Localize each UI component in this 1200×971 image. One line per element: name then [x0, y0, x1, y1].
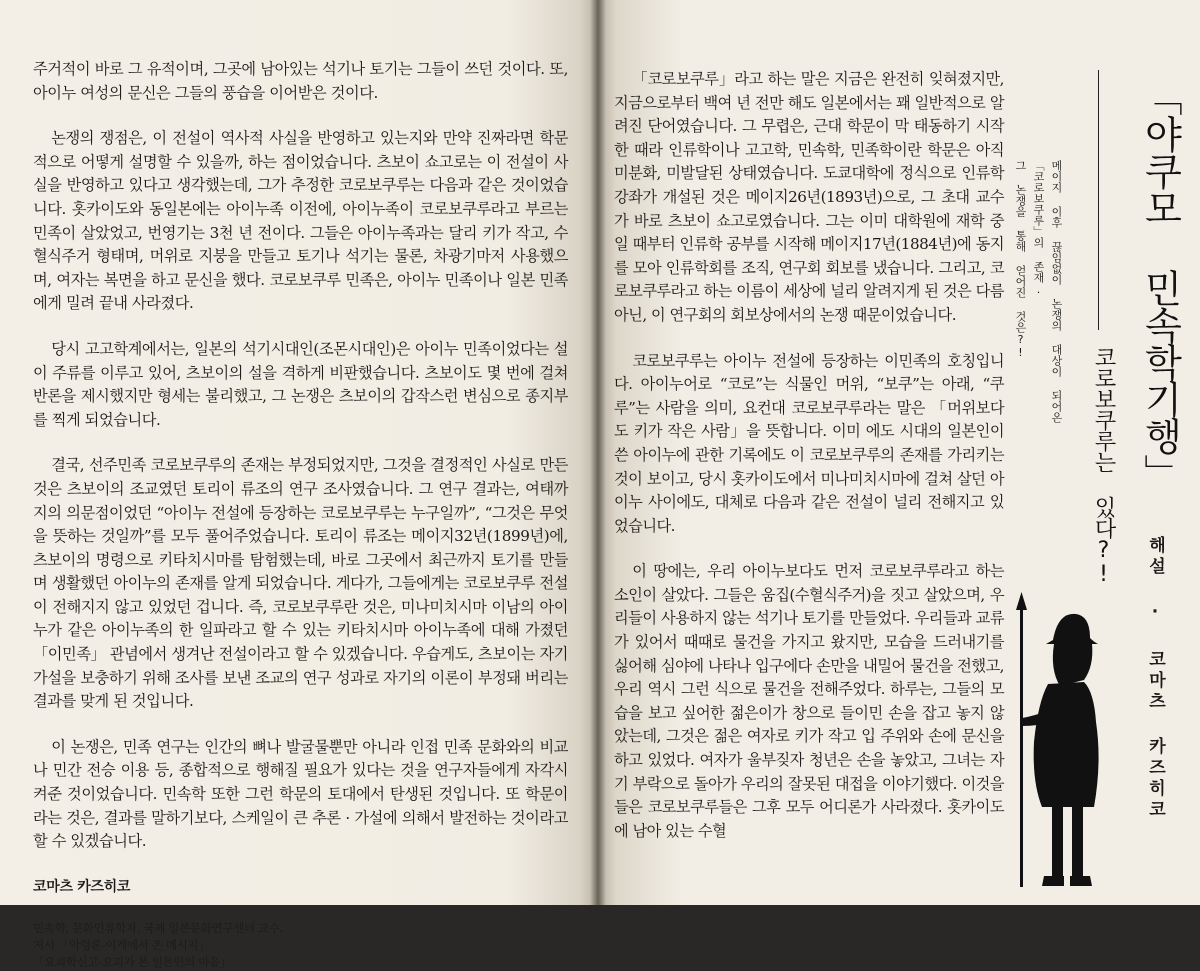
subtitle-rule — [1098, 70, 1099, 330]
commentary-credit: 해설 · 코마츠 카즈히코 — [1145, 536, 1165, 821]
teaser-line-3: 그 논쟁을 통해 얻어진 것은?! — [1014, 160, 1027, 359]
right-paragraph-2: 코로보쿠루는 아이누 전설에 등장하는 이민족의 호칭입니다. 아이누어로 “코로”는 식물인 머위, “보쿠”는 아래, “쿠루”는 사람을 의미, 요컨대 코로보쿠루라는 말은 「머위보다도 키가 작은 사람」을 뜻합니다. 이미 에도 시대의 일본인이 쓴 아이누에 관한 기록에도 이 코로보쿠루의 존재를 가리키는 것이 보이고, 당시 홋카이도에서 미나미치시마에 걸쳐 살던 아이누 사이에도, 대체로 다음과 같은 전설이 널리 전해지고 있었습니다. — [614, 351, 1004, 535]
author-bio-line-2: 저서 「악령론-이계에서 온 메시지」 — [33, 937, 210, 952]
left-page — [0, 0, 598, 969]
series-title: 「야쿠모 민속학기행」 — [1138, 78, 1182, 491]
left-paragraph-3: 당시 고고학계에서는, 일본의 석기시대인(조몬시대인)은 아이누 민족이었다는 설이 주류를 이루고 있어, 츠보이의 설을 격하게 비판했습니다. 츠보이도 몇 번에 걸쳐 반론을 제시했지만 형세는 불리했고, 그 논쟁은 츠보이의 갑작스런 변심으로 종지부를 찍게 되었습니다. — [33, 339, 568, 429]
right-paragraph-3: 이 땅에는, 우리 아이누보다도 먼저 코로보쿠루라고 하는 소인이 살았다. 그들은 움집(수혈식주거)을 짓고 살았으며, 우리들이 사용하지 않는 석기나 토기를 만들었다. 우리들과 교류가 있어서 때때로 물건을 가지고 왔지만, 모습을 드러내기를 싫어해 심야에 나타나 입구에다 손만을 내밀어 물건을 전했고, 우리 역시 그런 식으로 물건을 전해주었다. 하루는, 그들의 모습을 보고 싶어한 젊은이가 창으로 들이민 손을 잡고 놓지 않았는데, 그것은 젊은 여자로 키가 작고 입 주위와 손에 문신을 하고 있었다. 여자가 울부짖자 청년은 손을 놓았고, 그녀는 자기 부락으로 돌아가 우리의 잘못된 대접을 이야기했다. 이것을 들은 코로보쿠루들은 그후 모두 어디론가 사라졌다. 홋카이도에 남아 있는 수혈 — [614, 562, 1004, 840]
left-paragraph-5: 이 논쟁은, 민족 연구는 인간의 뼈나 발굴물뿐만 아니라 인접 민족 문화와의 비교나 민간 전승 이용 등, 종합적으로 행해질 필요가 있다는 것을 연구자들에게 자각시켜준 것이었습니다. 민속학 또한 그런 학문의 토대에서 탄생된 것입니다. 또 학문이라는 것은, 결과를 말하기보다, 스케일이 큰 추론 · 가설에 의해서 발전하는 것이라고 할 수 있겠습니다. — [33, 737, 568, 851]
author-bio-line-3: 「요괴학신고-요괴가 본 일본인의 마음」 — [33, 954, 232, 969]
right-paragraph-1: 「코로보쿠루」라고 하는 말은 지금은 완전히 잊혀졌지만, 지금으로부터 백여 년 전만 해도 일본에서는 꽤 일반적으로 알려진 단어였습니다. 그 무렵은, 근대 학문이 막 태동하기 시작한 때라 인류학이나 고고학, 민속학, 민족학이란 학문은 아직 미분화, 미발달된 상태였습니다. 도쿄대학에 정식으로 인류학 강좌가 개설된 것은 메이지26년(1893년)으로, 그 초대 교수가 바로 츠보이 쇼고로였습니다. 그는 이미 대학원에 재학 중일 때부터 인류학 공부를 시작해 메이지17년(1884년)에 동지를 모아 인류학회를 조직, 연구회 회보를 냈습니다. 그리고, 코로보쿠루라고 하는 이름이 세상에 널리 알려지게 된 것은 다름 아닌, 이 연구회의 회보상에서의 논쟁 때문이었습니다. — [614, 70, 1004, 324]
left-paragraph-2: 논쟁의 쟁점은, 이 전설이 역사적 사실을 반영하고 있는지와 만약 진짜라면 학문적으로 어떻게 설명할 수 있을까, 하는 점이었습니다. 츠보이 쇼고로는 이 전설이 사실을 반영하고 있다고 생각했는데, 그가 추정한 코로보쿠루는 다음과 같은 것이었습니다. 홋카이도와 동일본에는 아이누족 이전에, 아이누족이 코로보쿠루라고 부르는 민족이 살았었고, 번영기는 3천 년 전이다. 그들은 아이누족과는 달리 키가 작고, 수혈식주거 형태며, 머위로 지붕을 만들고 토기나 석기는 물론, 차광기마저 사용했으며, 여자는 복면을 하고 문신을 했다. 코로보쿠루 민족은, 아이누 민족이나 일본 민족에게 밀려 끝내 사라졌다. — [33, 129, 568, 313]
author-name: 코마츠 카즈히코 — [33, 878, 131, 895]
teaser-line-2: 「코로보쿠루」의 존재. — [1032, 160, 1045, 296]
right-body-text — [614, 68, 1004, 865]
right-page — [598, 0, 1200, 905]
article-subtitle: 코로보쿠루는 있다?! — [1091, 346, 1116, 586]
left-paragraph-4: 결국, 선주민족 코로보쿠루의 존재는 부정되었지만, 그것을 결정적인 사실로 만든 것은 츠보이의 조교였던 토리이 류조의 연구 조사였습니다. 그 연구 결과는, 여태까지의 의문점이었던 “아이누 전설에 등장하는 코로보쿠루는 누구일까”, “그것은 무엇을 뜻하는 것일까”를 모두 풀어주었습니다. 토리이 류조는 메이지32년(1899년)에, 츠보이의 명령으로 키타치시마를 탐험했는데, 바로 그곳에서 최근까지 토기를 만들며 생활했던 아이누의 존재를 알게 되었습니다. 게다가, 그들에게는 코로보쿠루 전설이 전해지지 않고 있었던 겁니다. 즉, 코로보쿠루란 것은, 미나미치시마 이남의 아이누가 같은 아이누족의 한 일파라고 할 수 있는 키타치시마 아이누족에 대해 가졌던 「이민족」 관념에서 생겨난 전설이라고 할 수 있겠습니다. 우습게도, 츠보이는 자기 가설을 보충하기 위해 조사를 보낸 조교의 연구 성과로 자기의 이론이 부정돼 버리는 결과를 맞게 된 것입니다. — [33, 456, 568, 711]
teaser-line-1: 메이지 이후 끊임없이 논쟁의 대상이 되어온 — [1050, 160, 1063, 423]
book-gutter — [590, 0, 606, 905]
koropokkuru-silhouette-icon — [998, 592, 1108, 892]
author-bio-line-1: 민속학, 문화인류학자. 국제 일본문화연구센터 교수. — [33, 920, 283, 935]
left-paragraph-1: 주거적이 바로 그 유적이며, 그곳에 남아있는 석기나 토기는 그들이 쓰던 것이다. 또, 아이누 여성의 문신은 그들의 풍습을 이어받은 것이다. — [33, 60, 568, 102]
